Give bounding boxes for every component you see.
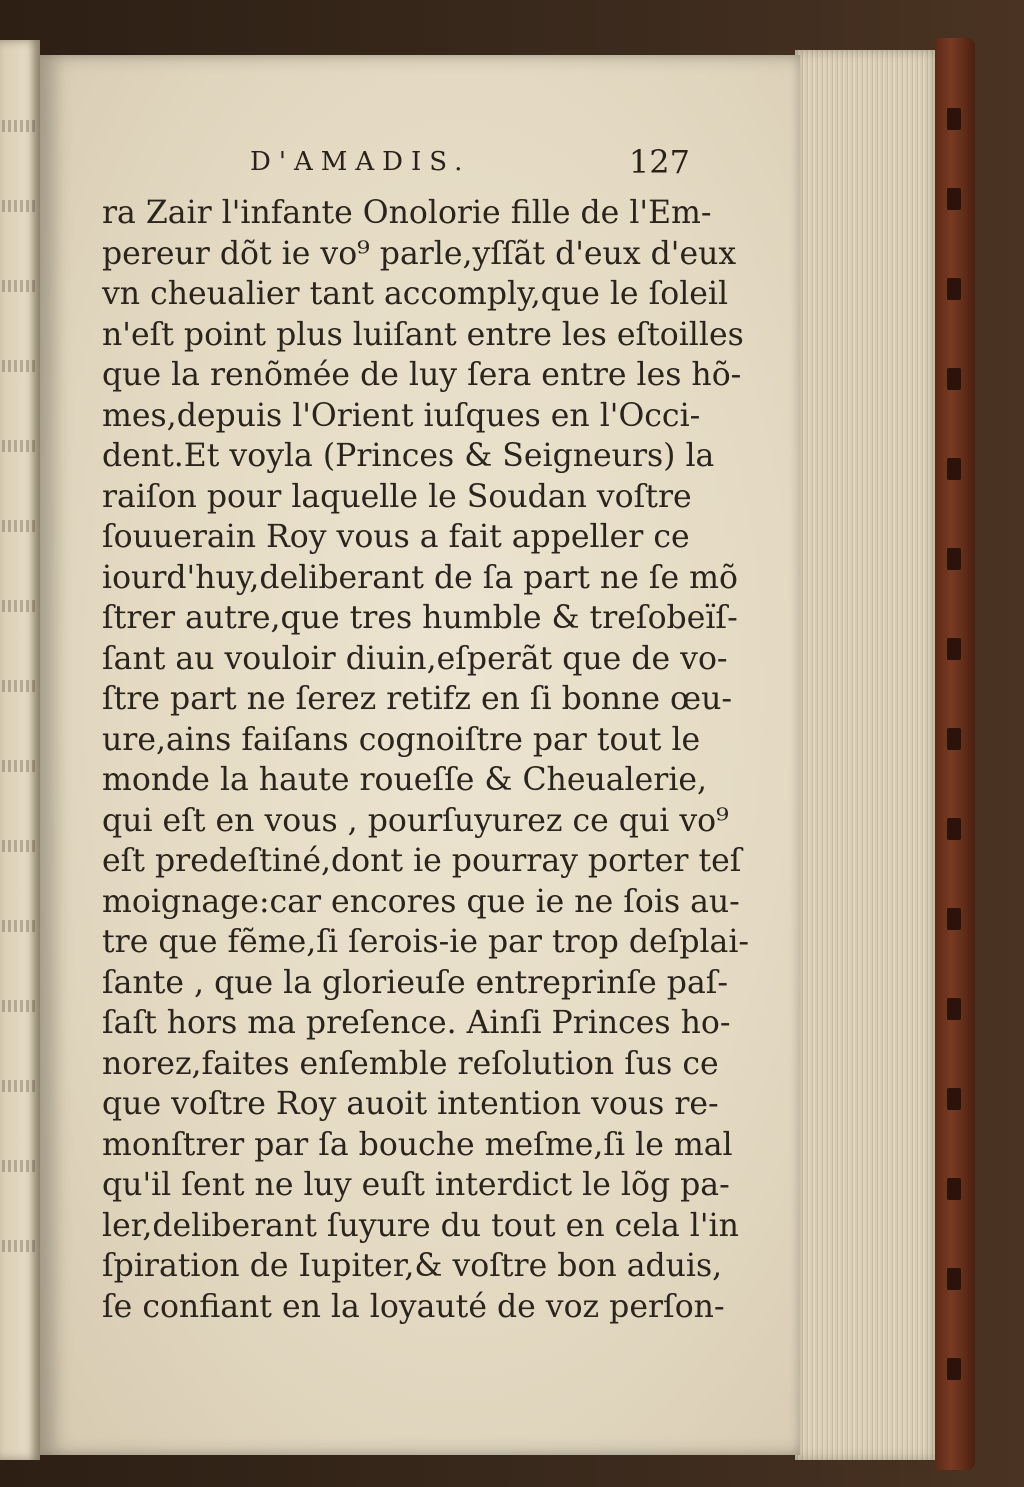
show-through (2, 1080, 36, 1092)
binding-mark (947, 638, 961, 660)
text-line: qui eſt en vous , pourſuyurez ce qui vo⁹ (102, 802, 729, 839)
show-through (2, 760, 36, 772)
text-line: ſtre part ne ſerez retifz en ſi bonne œu- (102, 681, 733, 717)
text-line: ſtrer autre,que tres humble & treſobeïſ- (102, 600, 738, 636)
binding-mark (947, 908, 961, 930)
binding-mark (947, 1088, 961, 1110)
text-line: ſpiration de Iupiter,& voſtre bon aduis, (102, 1248, 723, 1284)
text-line: ſe confiant en la loyauté de voz perſon- (102, 1288, 725, 1325)
book-page (40, 55, 800, 1455)
show-through (2, 200, 36, 212)
show-through (2, 360, 36, 372)
text-line: moignage:car encores que ie ne ſois au- (102, 883, 740, 920)
text-line: que la renõmée de luy ſera entre les hõ- (102, 357, 742, 393)
binding-mark (947, 188, 961, 210)
binding-mark (947, 998, 961, 1020)
text-line: que voſtre Roy auoit intention vous re- (102, 1086, 719, 1122)
text-line: raiſon pour laquelle le Soudan voſtre (102, 478, 692, 515)
text-line: eſt predeſtiné,dont ie pourray porter teſ (102, 843, 742, 879)
show-through (2, 680, 36, 692)
text-line: ler,deliberant ſuyure du tout en cela l'in (102, 1207, 739, 1244)
show-through (2, 280, 36, 292)
text-line: ſant au vouloir diuin,eſperãt que de vo- (102, 640, 728, 677)
binding-mark (947, 278, 961, 300)
text-line: dent.Et voyla (Princes & Seigneurs) la (102, 438, 715, 474)
binding-mark (947, 458, 961, 480)
binding-mark (947, 728, 961, 750)
binding-mark (947, 1358, 961, 1380)
running-head: D'AMADIS. (250, 147, 471, 177)
text-line: pereur dõt ie vo⁹ parle,yſſãt d'eux d'eux (102, 235, 737, 272)
show-through (2, 440, 36, 452)
text-line: ſante , que la glorieuſe entreprinſe paſ- (102, 964, 729, 1001)
show-through (2, 1000, 36, 1012)
text-line: monſtrer par ſa bouche meſme,ſi le mal (102, 1126, 733, 1163)
show-through (2, 520, 36, 532)
binding-mark (947, 548, 961, 570)
binding-mark (947, 368, 961, 390)
show-through (2, 120, 36, 132)
text-line: vn cheualier tant accomply,que le ſoleil (102, 276, 729, 312)
facing-page-edge (0, 40, 40, 1460)
page-number: 127 (628, 143, 690, 181)
text-block (102, 193, 750, 1327)
page-header (250, 143, 690, 183)
binding-mark (947, 818, 961, 840)
binding-mark (947, 1178, 961, 1200)
binding-mark (947, 1268, 961, 1290)
show-through (2, 920, 36, 932)
binding-edge (935, 38, 975, 1470)
fore-edge (795, 50, 935, 1460)
text-line: ure,ains faiſans cognoiſtre par tout le (102, 721, 701, 758)
text-line: ſouuerain Roy vous a fait appeller ce (102, 519, 690, 555)
text-line: monde la haute roueſſe & Cheualerie, (102, 762, 708, 798)
show-through (2, 840, 36, 852)
text-line: qu'il ſent ne luy euſt interdict le lõg pa- (102, 1167, 730, 1203)
text-line: tre que fẽme,ſi ſerois-ie par trop deſplai- (102, 924, 750, 960)
text-line: norez,faites enſemble reſolution ſus ce (102, 1045, 719, 1082)
text-line: ſaſt hors ma preſence. Ainſi Princes ho- (102, 1005, 731, 1041)
text-line: mes,depuis l'Orient iuſques en l'Occi- (102, 397, 701, 434)
text-line: ra Zair l'infante Onolorie fille de l'Em- (102, 195, 712, 231)
text-line: n'eſt point plus luiſant entre les eſtoilles (102, 316, 744, 353)
show-through (2, 1160, 36, 1172)
binding-mark (947, 108, 961, 130)
show-through (2, 600, 36, 612)
text-line: iourd'huy,deliberant de ſa part ne ſe mõ (102, 559, 738, 596)
show-through (2, 1240, 36, 1252)
